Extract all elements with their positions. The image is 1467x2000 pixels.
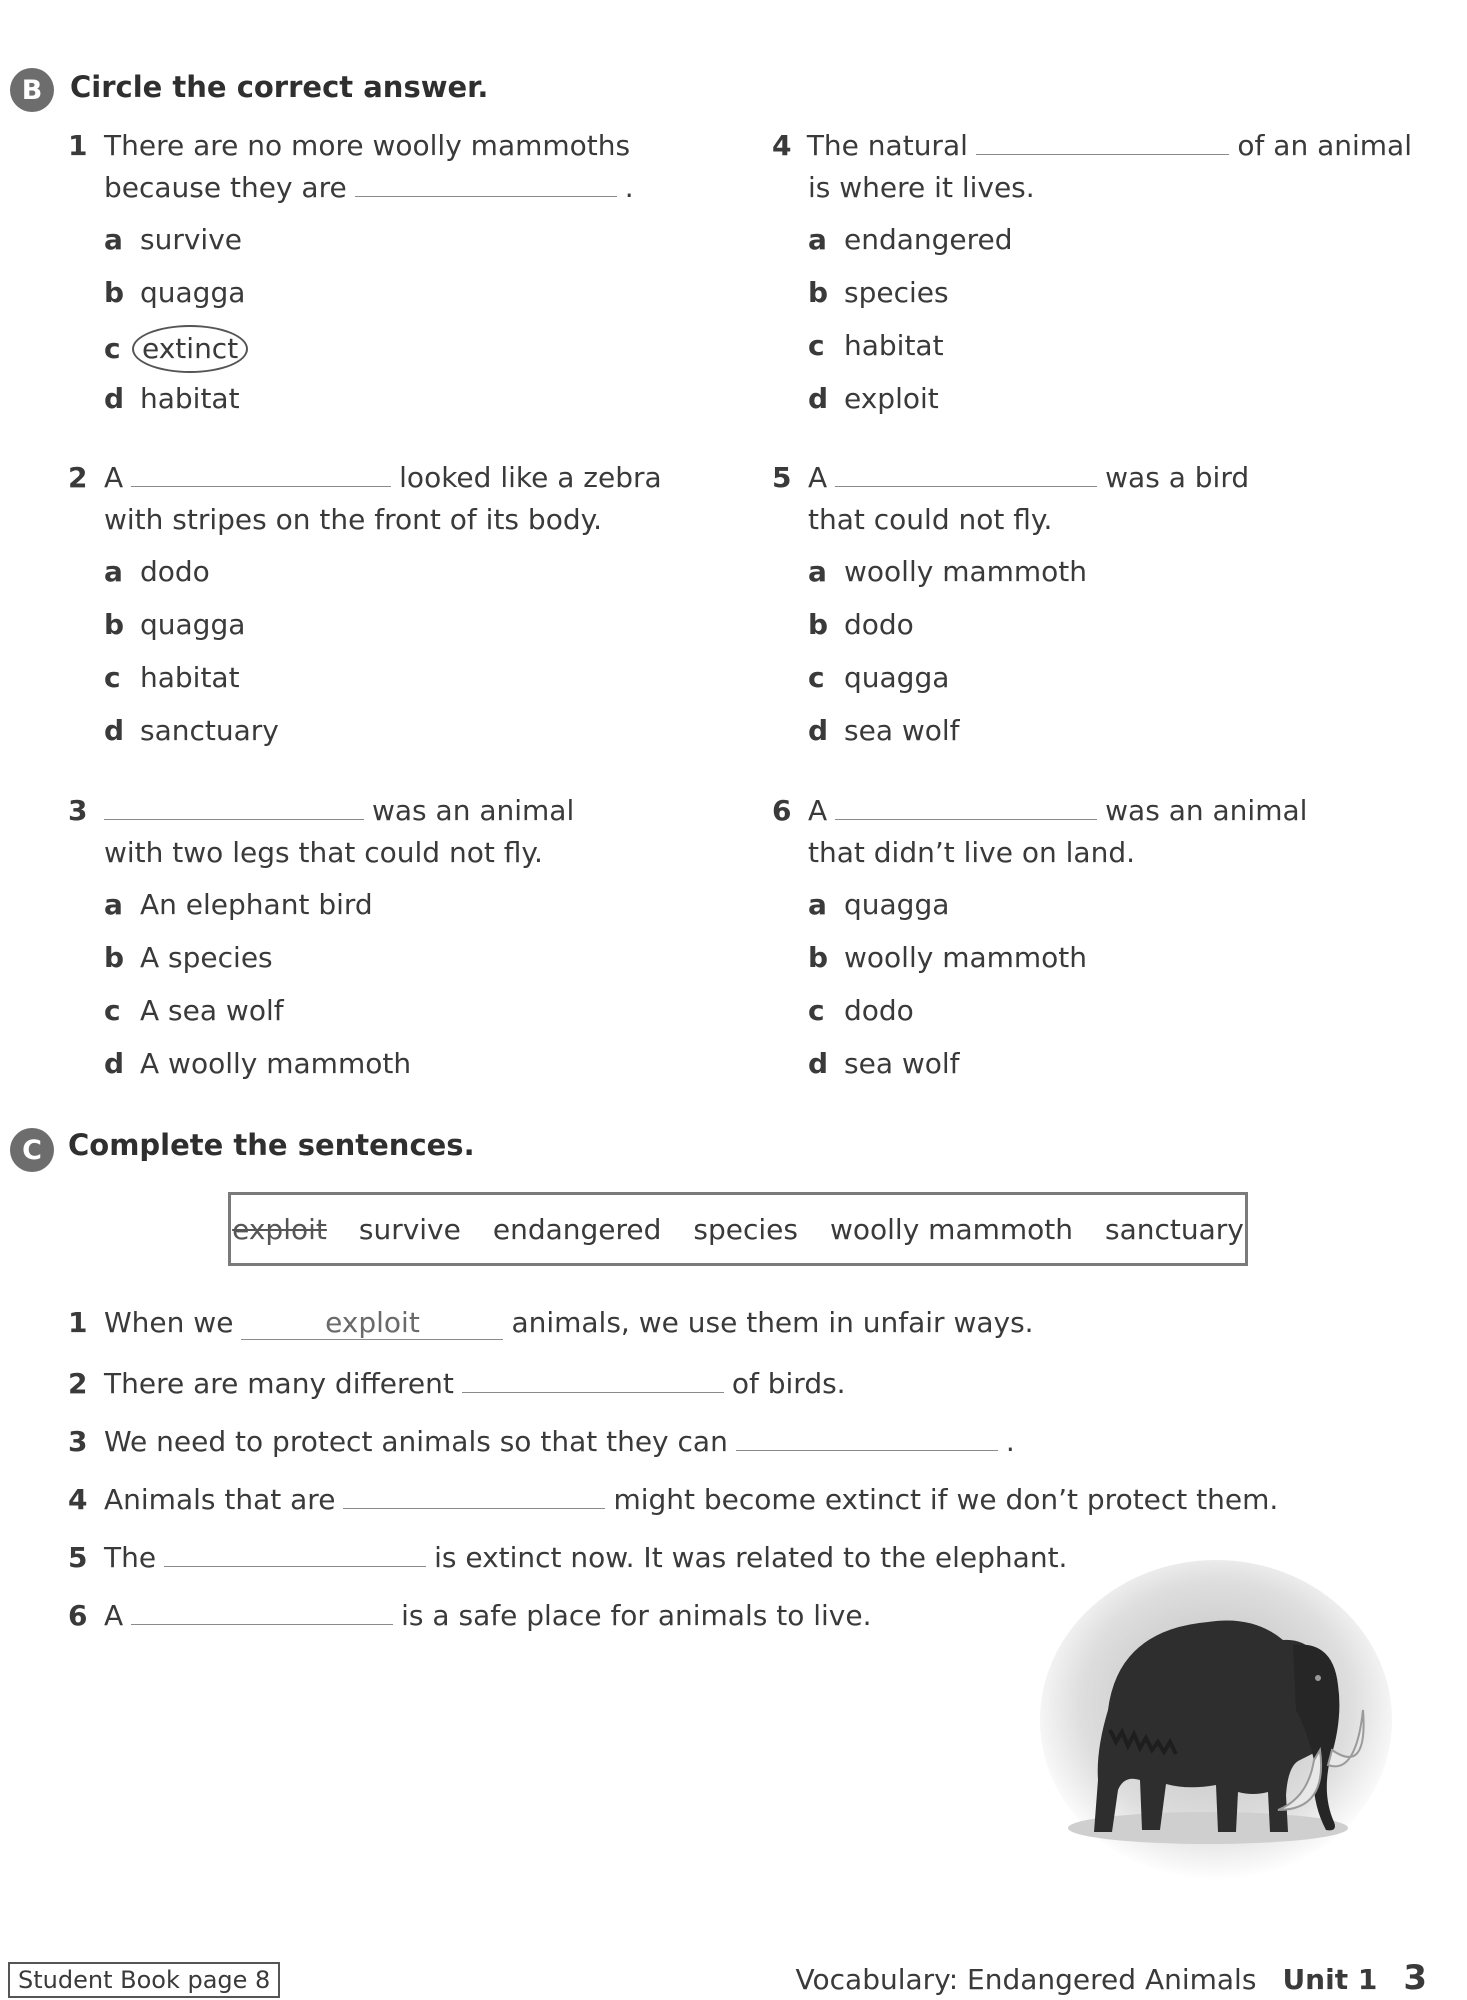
option-text: quagga (140, 608, 246, 641)
option-text: dodo (844, 994, 914, 1027)
option-text: sanctuary (140, 714, 279, 747)
sentence-text: is extinct now. It was related to the elephant. (434, 1541, 1068, 1574)
sentence-text: of birds. (731, 1367, 846, 1400)
option-b[interactable] (772, 272, 1412, 325)
question-text: is where it lives. (808, 171, 1035, 204)
option-a[interactable] (772, 884, 1412, 937)
word-bank (228, 1192, 1248, 1266)
option-letter: b (808, 608, 829, 641)
option-letter: d (104, 1047, 125, 1080)
question-text: The natural (806, 129, 968, 162)
question-text: of an animal (1237, 129, 1412, 162)
answer-blank[interactable] (131, 1596, 393, 1625)
option-letter: b (808, 941, 829, 974)
question-text: was an animal (1105, 794, 1308, 827)
option-text: An elephant bird (140, 888, 373, 921)
option-letter: a (104, 555, 123, 588)
sentence-number: 2 (68, 1367, 88, 1400)
question-5 (772, 457, 1412, 763)
option-text: sea wolf (844, 714, 960, 747)
option-letter: b (808, 276, 829, 309)
option-letter: c (104, 332, 121, 365)
option-a[interactable] (772, 219, 1412, 272)
option-d[interactable] (68, 378, 708, 431)
option-letter: c (104, 994, 121, 1027)
woolly-mammoth-illustration (1038, 1560, 1394, 1890)
question-text: A (808, 794, 828, 827)
question-text: because they are (104, 171, 347, 204)
sentence-number: 5 (68, 1541, 88, 1574)
question-text: with two legs that could not fly. (104, 836, 543, 869)
word-bank-item: exploit (232, 1212, 327, 1246)
option-c[interactable] (772, 657, 1412, 710)
answer-blank[interactable] (131, 458, 391, 487)
option-a[interactable] (68, 884, 708, 937)
option-letter: d (104, 382, 125, 415)
option-text: species (844, 276, 949, 309)
section-c-badge: C (10, 1128, 54, 1172)
question-number: 4 (772, 129, 792, 162)
word-bank-item: woolly mammoth (829, 1212, 1074, 1246)
option-c[interactable] (68, 990, 708, 1043)
option-d[interactable] (68, 710, 708, 763)
question-6 (772, 790, 1412, 1096)
option-letter: d (808, 382, 829, 415)
sentence-text: We need to protect animals so that they can (104, 1425, 728, 1458)
option-text: A sea wolf (140, 994, 284, 1027)
option-text: quagga (844, 888, 950, 921)
option-letter: a (808, 555, 827, 588)
option-text: survive (140, 223, 242, 256)
option-c[interactable] (68, 325, 708, 378)
question-text: that didn’t live on land. (808, 836, 1136, 869)
question-text: A (104, 461, 124, 494)
option-text: habitat (140, 382, 240, 415)
sentence-4 (68, 1480, 1278, 1516)
word-bank-item: survive (358, 1212, 461, 1246)
footer-topic: Vocabulary: Endangered Animals (795, 1963, 1257, 1996)
sentence-5 (68, 1538, 1067, 1574)
sentence-number: 4 (68, 1483, 88, 1516)
option-text: habitat (844, 329, 944, 362)
option-letter: a (808, 223, 827, 256)
answer-blank[interactable] (343, 1480, 605, 1509)
question-text: . (624, 171, 634, 204)
option-text: A woolly mammoth (140, 1047, 412, 1080)
sentence-text: When we (104, 1306, 234, 1339)
option-d[interactable] (68, 1043, 708, 1096)
option-letter: b (104, 276, 125, 309)
answer-blank[interactable] (104, 791, 364, 820)
section-b-title: Circle the correct answer. (70, 70, 489, 104)
option-letter: d (104, 714, 125, 747)
sentence-text: There are many different (104, 1367, 454, 1400)
sentence-text: is a safe place for animals to live. (401, 1599, 872, 1632)
question-1 (68, 125, 708, 431)
answer-blank[interactable]: exploit (241, 1306, 503, 1340)
option-letter: c (808, 994, 825, 1027)
answer-blank[interactable] (835, 458, 1097, 487)
option-letter: c (808, 661, 825, 694)
question-2 (68, 457, 708, 763)
option-letter: a (104, 223, 123, 256)
question-number: 3 (68, 794, 88, 827)
question-text: There are no more woolly mammoths (104, 129, 631, 162)
option-text: A species (140, 941, 273, 974)
question-number: 5 (772, 461, 792, 494)
option-letter: b (104, 941, 125, 974)
sentence-number: 3 (68, 1425, 88, 1458)
option-letter: a (808, 888, 827, 921)
option-b[interactable] (772, 604, 1412, 657)
option-d[interactable] (772, 378, 1412, 431)
option-d[interactable] (772, 710, 1412, 763)
question-text: was a bird (1105, 461, 1250, 494)
option-d[interactable] (772, 1043, 1412, 1096)
answer-blank[interactable] (462, 1364, 724, 1393)
circled-answer: extinct (132, 325, 248, 373)
student-book-reference: Student Book page 8 (8, 1962, 280, 1998)
question-4 (772, 125, 1412, 431)
question-text: A (808, 461, 828, 494)
answer-blank[interactable] (835, 791, 1097, 820)
option-text: woolly mammoth (844, 941, 1088, 974)
option-text: endangered (844, 223, 1013, 256)
sentence-1 (68, 1306, 1034, 1340)
option-letter: d (808, 714, 829, 747)
sentence-number: 1 (68, 1306, 88, 1339)
page-footer (796, 1958, 1427, 1998)
answer-blank[interactable] (164, 1538, 426, 1567)
question-text: was an animal (372, 794, 575, 827)
option-text: exploit (844, 382, 939, 415)
footer-unit: Unit 1 (1282, 1963, 1378, 1996)
option-b[interactable] (68, 937, 708, 990)
question-number: 6 (772, 794, 792, 827)
answer-blank[interactable] (976, 126, 1230, 155)
option-c[interactable] (772, 325, 1412, 378)
option-b[interactable] (68, 272, 708, 325)
option-a[interactable] (772, 551, 1412, 604)
question-number: 1 (68, 129, 88, 162)
option-a[interactable] (68, 219, 708, 272)
option-a[interactable] (68, 551, 708, 604)
answer-blank[interactable] (355, 168, 617, 197)
option-text: dodo (140, 555, 210, 588)
option-text: woolly mammoth (844, 555, 1088, 588)
answer-blank[interactable] (736, 1422, 998, 1451)
option-b[interactable] (772, 937, 1412, 990)
sentence-3 (68, 1422, 1015, 1458)
option-text: quagga (844, 661, 950, 694)
section-c-title: Complete the sentences. (68, 1128, 475, 1162)
option-letter: c (808, 329, 825, 362)
sentence-text: might become extinct if we don’t protect them. (613, 1483, 1279, 1516)
question-text: with stripes on the front of its body. (104, 503, 603, 536)
section-b-badge: B (10, 68, 54, 112)
option-letter: a (104, 888, 123, 921)
option-b[interactable] (68, 604, 708, 657)
word-bank-item: sanctuary (1105, 1212, 1244, 1246)
word-bank-item: species (693, 1212, 798, 1246)
question-text: looked like a zebra (399, 461, 662, 494)
option-text: sea wolf (844, 1047, 960, 1080)
sentence-text: A (104, 1599, 124, 1632)
option-text: dodo (844, 608, 914, 641)
question-text: that could not fly. (808, 503, 1053, 536)
sentence-text: . (1005, 1425, 1015, 1458)
option-text: habitat (140, 661, 240, 694)
question-number: 2 (68, 461, 88, 494)
sentence-text: animals, we use them in unfair ways. (511, 1306, 1034, 1339)
option-letter: b (104, 608, 125, 641)
option-letter: c (104, 661, 121, 694)
question-3 (68, 790, 708, 1096)
page-number: 3 (1403, 1958, 1427, 1998)
option-c[interactable] (772, 990, 1412, 1043)
sentence-text: Animals that are (104, 1483, 336, 1516)
sentence-2 (68, 1364, 846, 1400)
sentence-6 (68, 1596, 872, 1632)
sentence-text: The (104, 1541, 157, 1574)
word-bank-item: endangered (492, 1212, 662, 1246)
option-text: quagga (140, 276, 246, 309)
sentence-number: 6 (68, 1599, 88, 1632)
option-letter: d (808, 1047, 829, 1080)
option-c[interactable] (68, 657, 708, 710)
